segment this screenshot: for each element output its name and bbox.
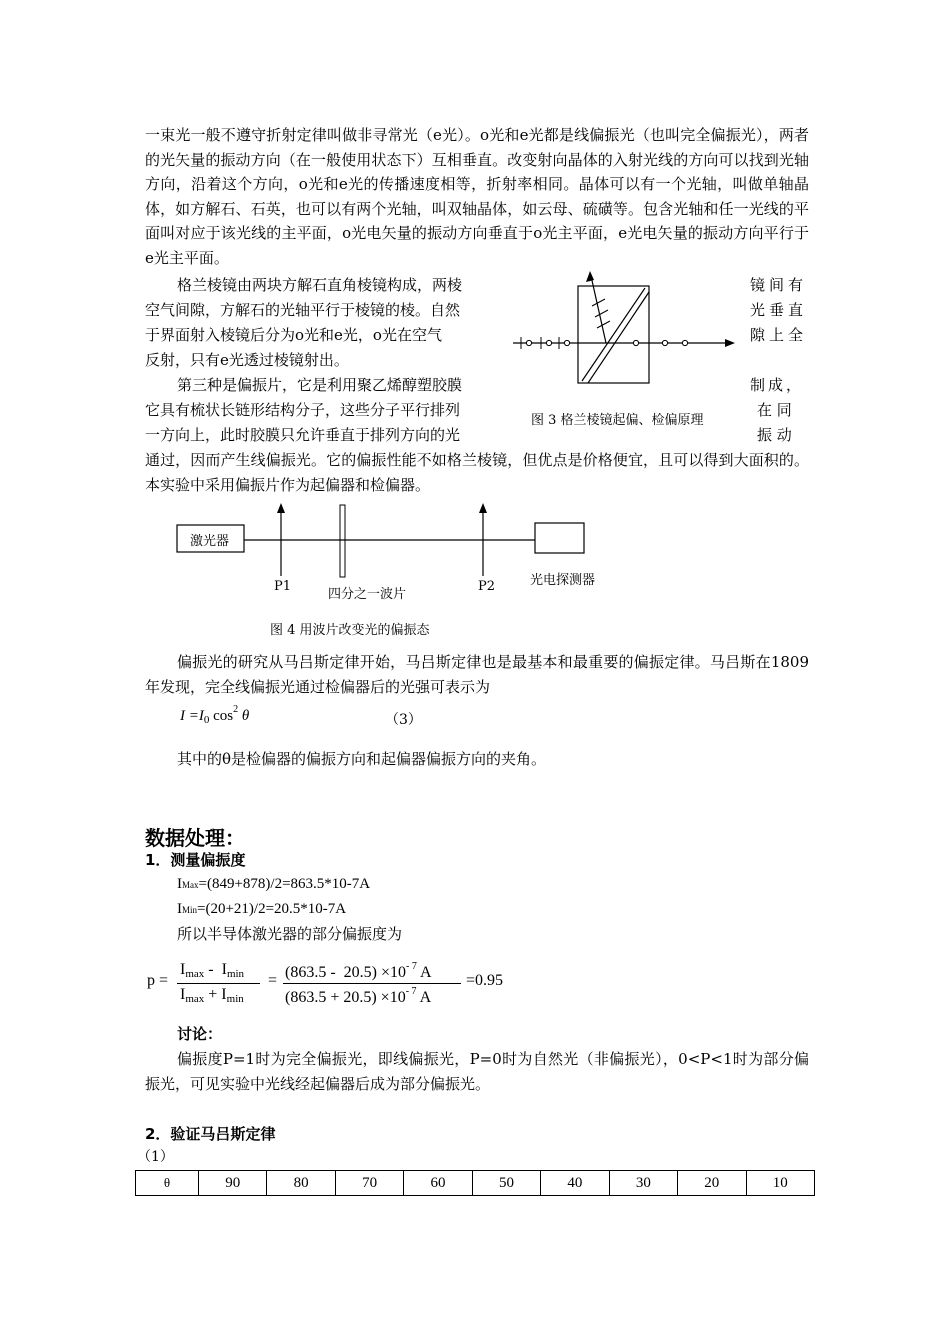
reflected-tick — [592, 299, 605, 306]
formula-denominator-2: $(863.5 + 20.5) \times 10^{- 7}$ A — [285, 986, 432, 1006]
laser-label: 激光器 — [190, 534, 230, 549]
discuss-paragraph: 偏振度P=1时为完全偏振光，即线偏振光，P=0时为自然光（非偏振光），0<P<1时为部分偏振光，可见实验中光线经起偏器后成为部分偏振光。 — [145, 1050, 809, 1093]
formula-denominator-1: Imax + Imin — [180, 986, 244, 1005]
pol-dot — [682, 340, 687, 345]
pol-dot — [546, 340, 551, 345]
subsection-2-item: （1） — [137, 1149, 174, 1165]
glan-line-3: 于界面射入棱镜后分为o光和e光，o光在空气 — [145, 326, 442, 344]
reflected-arrow — [586, 271, 594, 282]
malus-paragraph: 偏振光的研究从马吕斯定律开始，马吕斯定律也是最基本和最重要的偏振定律。马吕斯在1809年发现，完全线偏振光通过检偏器后的光强可表示为 — [145, 653, 809, 696]
polar-line-3: 一方向上，此时胶膜只允许垂直于排列方向的光 — [145, 426, 461, 444]
table-cell: 10 — [746, 1171, 815, 1196]
p2-label: P2 — [478, 579, 496, 594]
pol-dot — [662, 340, 667, 345]
polar-right-2: 在 同 — [757, 401, 792, 419]
glan-line-4: 反射，只有e光透过棱镜射出。 — [145, 351, 349, 369]
formula-numerator-1: Imax - Imin — [180, 961, 245, 980]
glan-prism-figure — [505, 268, 745, 393]
imin-value: =(20+21)/2=20.5*10-7A — [197, 901, 347, 917]
intro-paragraph: 一束光一般不遵守折射定律叫做非寻常光（e光）。o光和e光都是线偏振光（也叫完全偏振光），两者的光矢量的振动方向（在一般使用状态下）互相垂直。改变射向晶体的入射光线的方向可以找到光轴方向，沿着这个方向，o光和e光的传播速度相等，折射率相同。晶体可以有一个光轴，叫做单轴晶体，如方解石、石英，也可以有两个光轴，叫双轴晶体，如云母、硫磺等。包含光轴和任一光线的平面叫对应于该光线的主平面，o光电矢量的振动方向垂直于o光主平面，e光电矢量的振动方向平行于e光主平面。 — [145, 126, 809, 267]
detector-box — [535, 523, 584, 553]
pol-dot — [564, 340, 569, 345]
equation-3: $I =I_0$ $\cos^2 \theta$ — [180, 704, 250, 726]
waveplate-label: 四分之一波片 — [328, 587, 407, 602]
glan-right-3: 隙上全 — [750, 326, 808, 344]
p2-arrow — [479, 503, 487, 513]
discuss-label: 讨论： — [177, 1025, 223, 1043]
formula-numerator-2: $(863.5 - 20.5) \times 10^{- 7}$ A — [285, 961, 432, 981]
table-cell: 70 — [335, 1171, 403, 1196]
formula-equals: = — [268, 972, 278, 989]
reflected-tick — [597, 321, 610, 328]
waveplate-shape — [340, 505, 345, 577]
fraction-bar-1 — [177, 983, 260, 984]
subsection-2-title: 2．验证马吕斯定律 — [145, 1125, 276, 1143]
prism-diagonal-1 — [582, 288, 645, 381]
p1-label: P1 — [274, 579, 292, 594]
polar-right-3: 振 动 — [757, 426, 792, 444]
table-cell: θ — [136, 1171, 199, 1196]
pol-dot — [526, 340, 531, 345]
table-cell: 20 — [678, 1171, 746, 1196]
section-title: 数据处理： — [145, 826, 245, 850]
glan-line-1: 格兰棱镜由两块方解石直角棱镜构成，两棱 — [177, 276, 463, 294]
detector-label: 光电探测器 — [530, 573, 596, 588]
fig4-caption: 图 4 用波片改变光的偏振态 — [270, 623, 430, 638]
imax-value: =(849+878)/2=863.5*10-7A — [198, 876, 371, 892]
glan-right-1: 镜间有 — [750, 276, 808, 294]
fraction-bar-2 — [283, 983, 461, 984]
table-cell: 60 — [404, 1171, 472, 1196]
table-cell: 90 — [199, 1171, 267, 1196]
reflected-tick — [595, 310, 608, 317]
formula-p-symbol: p = — [147, 972, 169, 989]
polar-right-1: 制成， — [750, 376, 805, 394]
malus-data-table — [135, 1170, 815, 1196]
fig3-caption: 图 3 格兰棱镜起偏、检偏原理 — [531, 413, 704, 428]
beam-arrow — [725, 339, 735, 347]
imax-line: IMax=(849+878)/2=863.5*10-7A — [177, 876, 371, 892]
pol-dot — [633, 340, 638, 345]
table-cell: 30 — [609, 1171, 677, 1196]
polar-line-1: 第三种是偏振片，它是利用聚乙烯醇塑胶膜 — [177, 376, 463, 394]
glan-line-2: 空气间隙，方解石的光轴平行于棱镜的棱。自然 — [145, 301, 461, 319]
polar-tail-paragraph: 通过，因而产生线偏振光。它的偏振性能不如格兰棱镜，但优点是价格便宜，且可以得到大面积的。本实验中采用偏振片作为起偏器和检偏器。 — [145, 451, 809, 494]
eq3-number: （3） — [385, 712, 422, 728]
glan-right-2: 光垂直 — [750, 301, 808, 319]
polar-line-2: 它具有梳状长链形结构分子，这些分子平行排列 — [145, 401, 461, 419]
imin-line: IMin=(20+21)/2=20.5*10-7A — [177, 901, 347, 917]
formula-result: =0.95 — [466, 972, 504, 989]
table-cell: 80 — [267, 1171, 335, 1196]
table-cell: 50 — [472, 1171, 540, 1196]
subsection-1-title: 1．测量偏振度 — [145, 851, 246, 869]
p1-arrow — [277, 503, 285, 513]
theta-note: 其中的θ是检偏器的偏振方向和起偏器偏振方向的夹角。 — [177, 750, 547, 768]
so-line: 所以半导体激光器的部分偏振度为 — [177, 925, 403, 943]
table-row — [136, 1171, 815, 1196]
table-cell: 40 — [541, 1171, 609, 1196]
